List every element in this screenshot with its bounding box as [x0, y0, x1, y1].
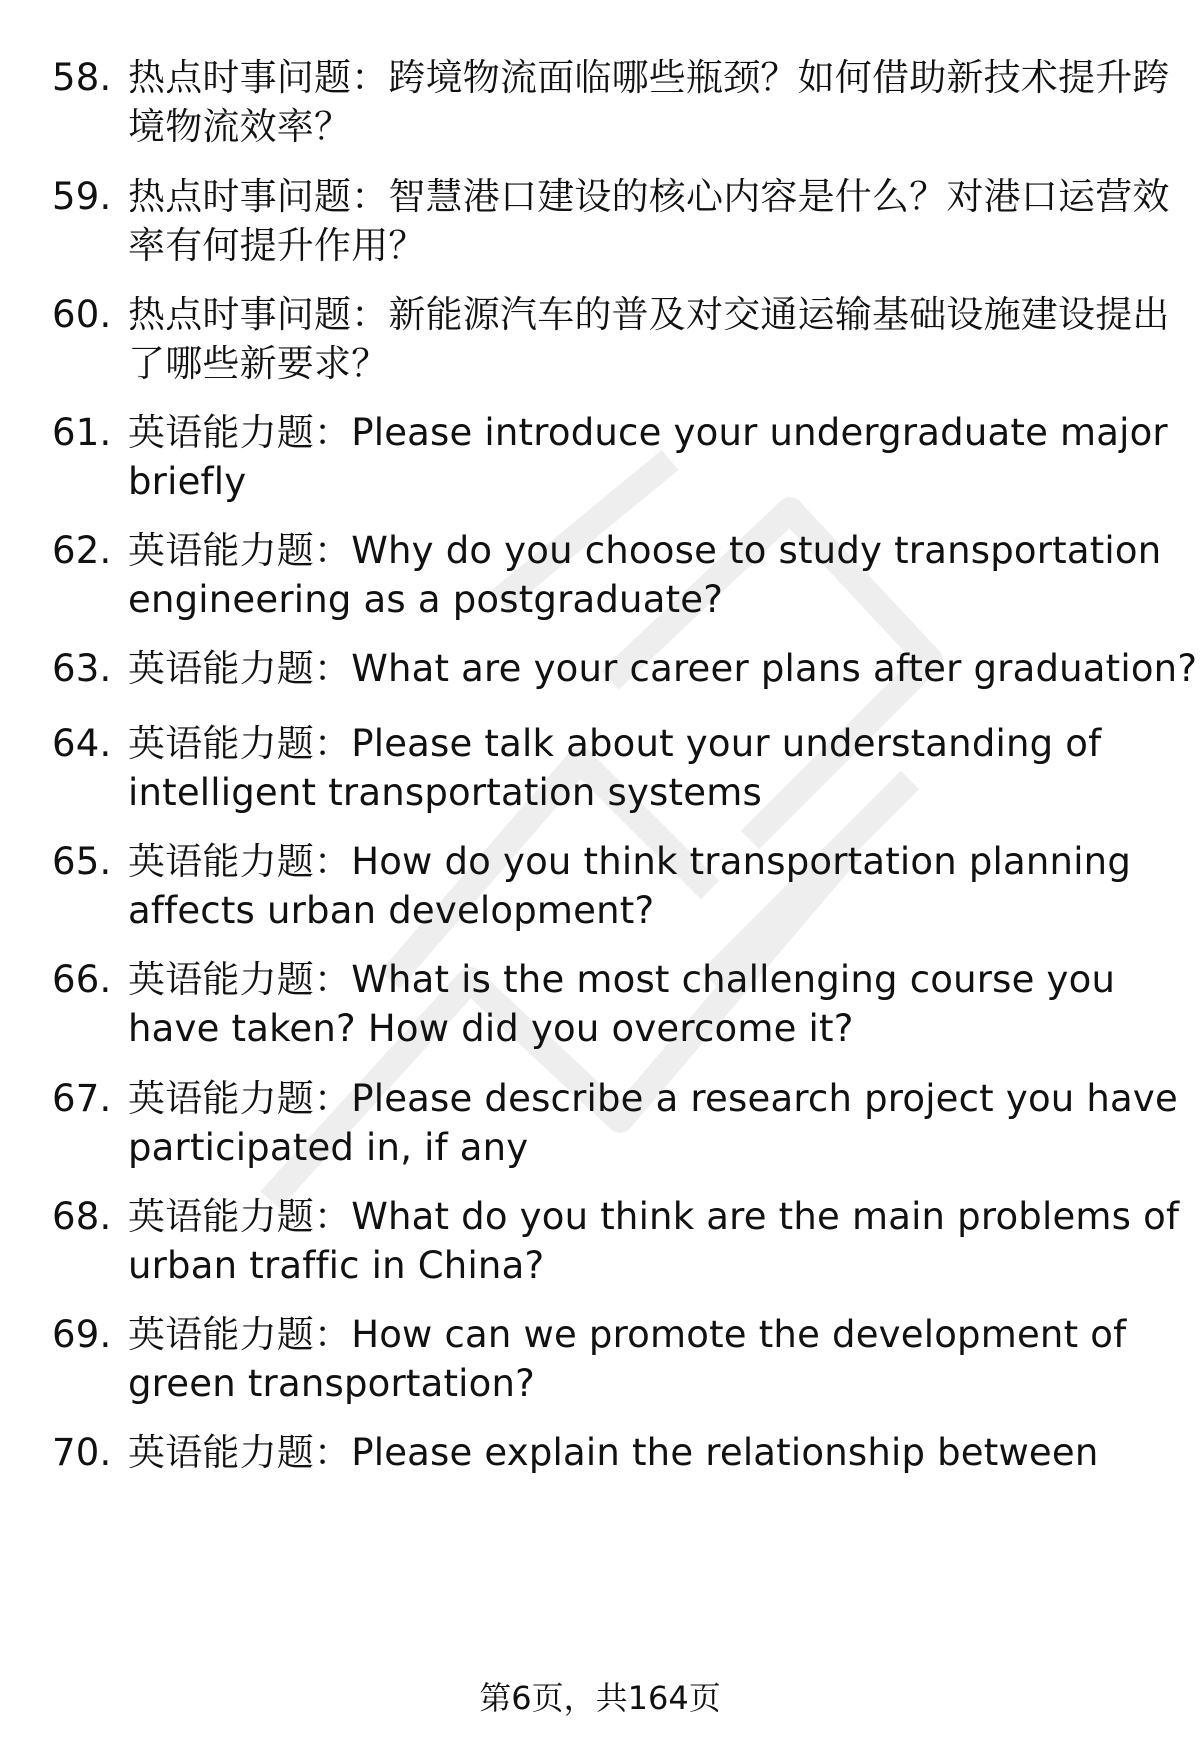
- question-number: 70.: [52, 1431, 112, 1474]
- question-item: [52, 1074, 1178, 1172]
- question-number: 60.: [52, 293, 112, 336]
- question-number: 69.: [52, 1313, 112, 1356]
- question-item: [52, 408, 1168, 506]
- question-item: [52, 1310, 1152, 1408]
- question-item: [52, 53, 1170, 151]
- question-text: 热点时事问题：跨境物流面临哪些瓶颈？如何借助新技术提升跨境物流效率？: [128, 56, 1170, 148]
- question-number: 61.: [52, 411, 112, 454]
- question-text: 英语能力题：How do you think transportation planning affects urban development?: [128, 840, 1132, 932]
- question-number: 68.: [52, 1195, 112, 1238]
- question-text: 英语能力题：How can we promote the development of green transportation?: [128, 1313, 1127, 1405]
- question-item: [52, 955, 1152, 1053]
- question-item: [52, 526, 1162, 624]
- question-number: 62.: [52, 529, 112, 572]
- question-number: 59.: [52, 175, 112, 218]
- question-text: 英语能力题：Why do you choose to study transportation engineering as a postgraduate?: [128, 529, 1162, 621]
- question-number: 58.: [52, 56, 112, 99]
- page-number-footer: 第6页，共164页: [479, 1679, 721, 1717]
- question-text: 热点时事问题：智慧港口建设的核心内容是什么？对港口运营效率有何提升作用？: [128, 175, 1170, 267]
- question-text: 热点时事问题：新能源汽车的普及对交通运输基础设施建设提出了哪些新要求？: [128, 293, 1170, 385]
- question-text: 英语能力题：Please describe a research project you have participated in, if any: [128, 1077, 1178, 1169]
- question-item: [52, 837, 1152, 935]
- question-text: 英语能力题：What are your career plans after graduation?: [128, 647, 1198, 690]
- question-item: [52, 719, 1152, 817]
- question-item: [52, 1192, 1180, 1290]
- question-number: 63.: [52, 647, 112, 690]
- question-number: 64.: [52, 722, 112, 765]
- question-item: [52, 644, 1198, 693]
- question-item: [52, 290, 1170, 388]
- question-text: 英语能力题：Please introduce your undergraduate major briefly: [128, 411, 1168, 503]
- question-text: 英语能力题：What do you think are the main problems of urban traffic in China?: [128, 1195, 1180, 1287]
- question-item: [52, 172, 1170, 270]
- question-number: 66.: [52, 958, 112, 1001]
- question-text: 英语能力题：What is the most challenging course you have taken? How did you overcome it?: [128, 958, 1116, 1050]
- question-number: 67.: [52, 1077, 112, 1120]
- question-item: [52, 1428, 1152, 1477]
- question-text: 英语能力题：Please talk about your understanding of intelligent transportation systems: [128, 722, 1102, 814]
- question-text: 英语能力题：Please explain the relationship between: [128, 1431, 1099, 1474]
- question-number: 65.: [52, 840, 112, 883]
